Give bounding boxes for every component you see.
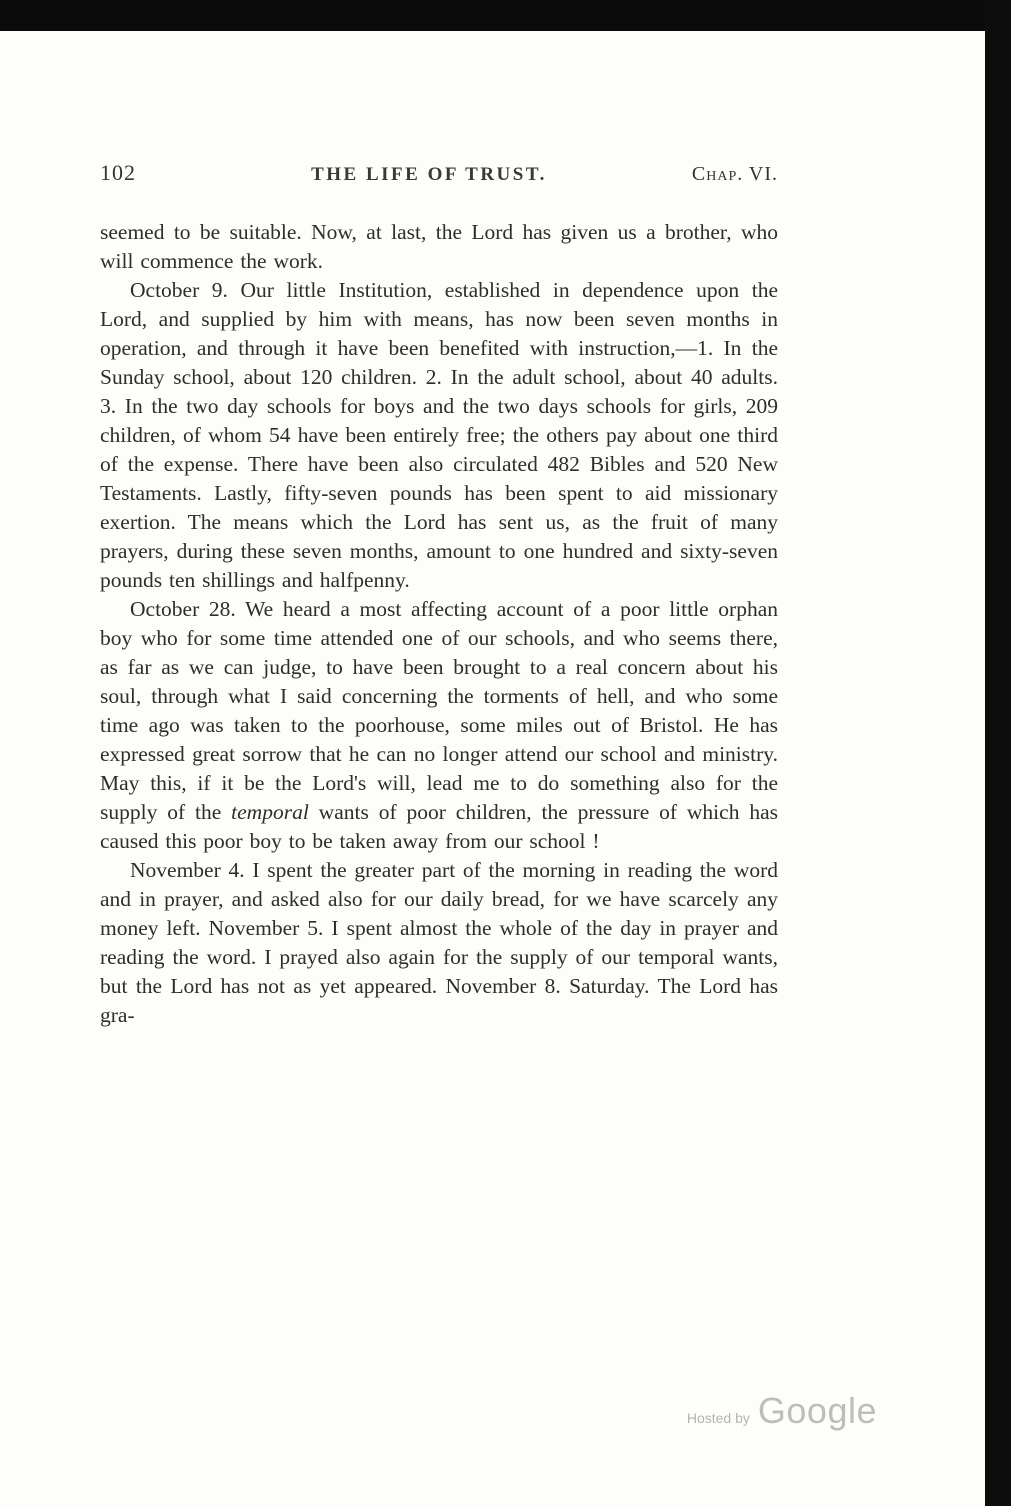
text-run: seemed to be suitable. Now, at last, the Lord has given us a brother, who will commence the work.	[100, 220, 778, 273]
paragraph	[100, 856, 778, 1030]
scan-artifact-top-bar	[0, 0, 1011, 31]
text-block	[100, 218, 778, 1030]
page-number: 102	[100, 160, 136, 185]
google-logo: Google	[757, 1390, 877, 1431]
text-run: October 28. We heard a most affecting account of a poor little orphan boy who for some time attended one of our schools, and who seems there, as far as we can judge, to have been brought to a real concern about his soul, through what I said concerning the torments of hell, and who some time ago was taken to the poorhouse, some miles out of Bristol. He has expressed great sorrow that he can no longer attend our school and ministry. May this, if it be the Lord's will, lead me to do something also for the supply of the	[100, 597, 778, 824]
text-run: October 9. Our little Institution, established in dependence upon the Lord, and supplied by him with means, has now been seven months in operation, and through it have been benefited with instruction,—1. In the Sunday school, about 120 children. 2. In the adult school, about 40 adults. 3. In the two day schools for boys and the two days schools for girls, 209 children, of whom 54 have been entirely free; the others pay about one third of the expense. There have been also circulated 482 Bibles and 520 New Testaments. Lastly, fifty-seven pounds has been spent to aid missionary exertion. The means which the Lord has sent us, as the fruit of many prayers, during these seven months, amount to one hundred and sixty-seven pounds ten shillings and halfpenny.	[100, 278, 778, 592]
page-header	[100, 160, 778, 186]
hosted-by-label: Hosted by	[686, 1410, 750, 1426]
paragraph	[100, 218, 778, 276]
text-run: November 4. I spent the greater part of the morning in reading the word and in prayer, and asked also for our daily bread, for we have scarcely any money left. November 5. I spent almost the whole of the day in prayer and reading the word. I prayed also again for the supply of our temporal wants, but the Lord has not as yet appeared. November 8. Saturday. The Lord has gra-	[100, 858, 778, 1027]
watermark	[687, 1390, 877, 1432]
running-title: THE LIFE OF TRUST.	[311, 164, 547, 185]
paragraph	[100, 276, 778, 595]
paragraph	[100, 595, 778, 856]
book-page	[100, 160, 778, 1030]
italic-text-run: temporal	[231, 800, 309, 824]
text-run: wants of poor children, the pressure of which has caused this poor boy to be taken away from our school !	[100, 800, 778, 853]
scan-artifact-right-bar	[985, 0, 1011, 1506]
chapter-label: Chap. VI.	[691, 163, 778, 185]
